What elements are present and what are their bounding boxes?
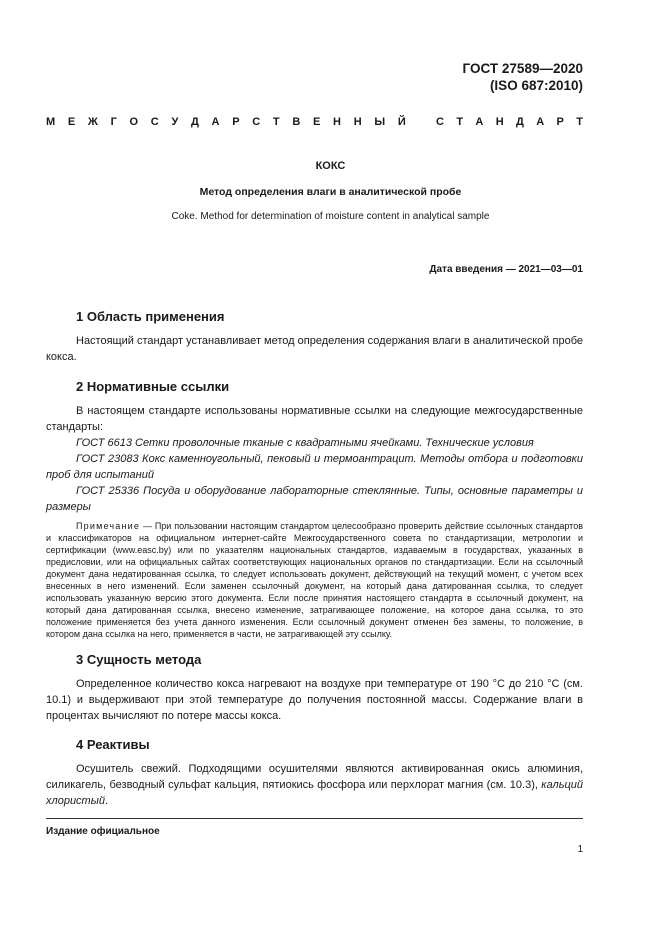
references-note — [46, 520, 583, 640]
section-1-paragraph: Настоящий стандарт устанавливает метод определения содержания влаги в аналитической пробе кокса. — [46, 335, 583, 363]
section-3-heading: 3 Сущность метода — [76, 652, 202, 667]
header-word-interstate — [46, 116, 406, 128]
header-letter: А — [475, 116, 484, 128]
header-letter: Т — [576, 116, 583, 128]
standard-type-header — [46, 116, 583, 128]
section-3-paragraph: Определенное количество кокса нагревают на воздухе при температуре от 190 °С до 210 °С (см. 10.1) и выдерживают при этой температуре до получения постоянной массы. Содержание влаги в процентах вычисляют по потере массы кокса. — [46, 678, 583, 722]
header-letter: М — [46, 116, 56, 128]
footer-rule — [46, 818, 583, 819]
header-letter: Т — [272, 116, 280, 128]
header-letter: Р — [232, 116, 240, 128]
reference-gost-6613: ГОСТ 6613 Сетки проволочные тканые с квадратными ячейками. Технические условия — [76, 437, 534, 449]
section-2-paragraph: В настоящем стандарте использованы нормативные ссылки на следующие межгосударственные стандарты: — [46, 405, 583, 433]
document-subtitle: Метод определения влаги в аналитической пробе — [199, 186, 462, 198]
header-letter: У — [171, 116, 179, 128]
header-letter: Н — [353, 116, 362, 128]
document-body — [46, 308, 583, 809]
section-4-text-end: . — [104, 795, 108, 807]
header-letter: А — [536, 116, 545, 128]
header-letter: Й — [397, 116, 406, 128]
section-4-paragraph — [46, 761, 583, 809]
header-letter: С — [252, 116, 261, 128]
header-letter: Е — [67, 116, 76, 128]
header-letter: Т — [456, 116, 464, 128]
header-word-standard — [436, 116, 583, 128]
reference-gost-25336: ГОСТ 25336 Посуда и оборудование лабораторные стеклянные. Типы, основные параметры и размеры — [46, 485, 583, 513]
document-title-english: Coke. Method for determination of moisture content in analytical sample — [171, 211, 490, 222]
section-4-heading: 4 Реактивы — [76, 737, 150, 752]
header-letter: Н — [333, 116, 341, 128]
official-edition-label: Издание официальное — [46, 826, 160, 837]
header-letter: В — [292, 116, 301, 128]
standard-number: ГОСТ 27589—2020 — [462, 61, 583, 76]
header-letter: Н — [495, 116, 504, 128]
note-text: — При пользовании настоящим стандартом целесообразно проверить действие ссылочных стандартов и классификаторов на официальном интернет-сайте Межгосударственного совета по стандартизации, метрологии и сертификации (www.easc.by) или по указателям национальных стандартов, издаваемым в государствах, указанных в предисловии, или на официальных сайтах соответствующих национальных органов по стандартизации. Если на ссылочный документ дана недатированная ссылка, то следует использовать документ, действующий на текущий момент, с учетом всех внесенных в него изменений. Если заменен ссылочный документ, на который дана датированная ссылка, то следует использовать указанную версию этого документа. Если после принятия настоящего стандарта в ссылочный документ, на который дана датированная ссылка, внесено изменение, затрагивающее положение, на которое дана ссылка, то это положение применяется без учета данного изменения. Если ссылочный документ отменен без замены, то положение, в котором дана ссылка на него, применяется в части, не затрагивающей эту ссылку. — [46, 521, 583, 639]
header-letter: О — [129, 116, 139, 128]
iso-reference: (ISO 687:2010) — [489, 78, 583, 93]
section-4-text: Осушитель свежий. Подходящими осушителями являются активированная окись алюминия, силикагель, безводный сульфат кальция, пятиокись фосфора или перхлорат магния (см. 10.3), — [46, 763, 583, 791]
document-title: КОКС — [315, 160, 346, 172]
section-1-heading: 1 Область применения — [76, 309, 225, 324]
page-number: 1 — [577, 844, 583, 855]
header-letter: С — [436, 116, 444, 128]
header-letter: С — [150, 116, 159, 128]
note-label: Примечание — [76, 521, 141, 531]
header-letter: Ж — [87, 116, 98, 128]
header-letter: Д — [516, 116, 524, 128]
header-letter: Р — [556, 116, 564, 128]
header-letter: А — [211, 116, 220, 128]
section-4-italic-term: кальций хлористый — [46, 779, 583, 807]
header-letter: Е — [313, 116, 321, 128]
header-letter: Г — [110, 116, 117, 128]
header-letter: Д — [191, 116, 199, 128]
standard-designation — [463, 60, 583, 94]
introduction-date: Дата введения — 2021—03—01 — [429, 264, 583, 275]
section-2-heading: 2 Нормативные ссылки — [76, 379, 230, 394]
header-letter: Ы — [374, 116, 386, 128]
reference-gost-23083: ГОСТ 23083 Кокс каменноугольный, пековый и термоантрацит. Методы отбора и подготовки проб для испытаний — [46, 453, 583, 481]
